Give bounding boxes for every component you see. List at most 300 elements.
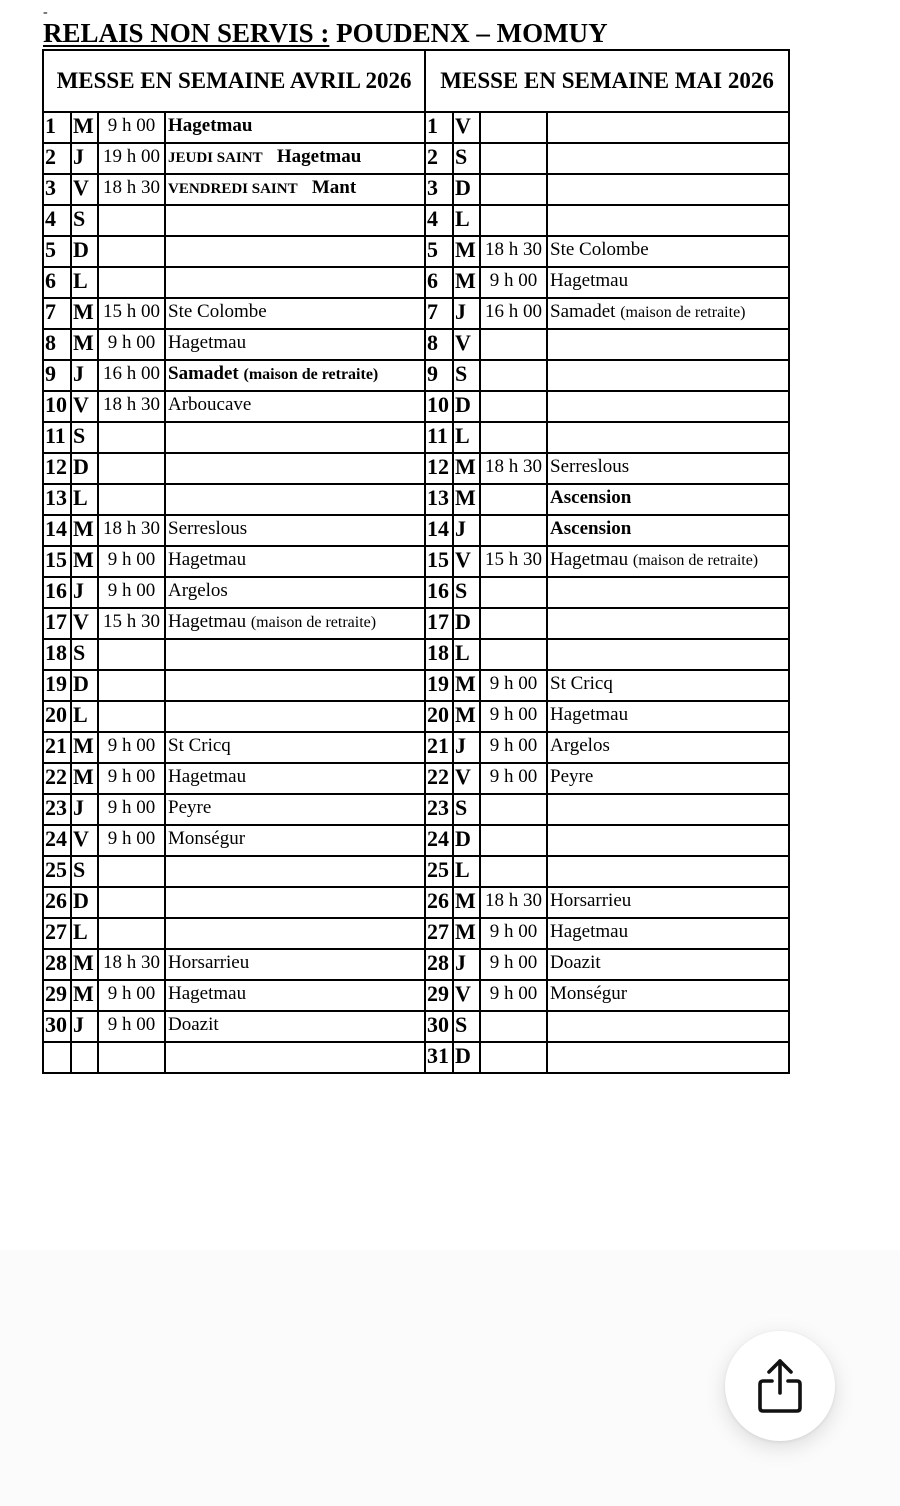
april-place-name: Argelos	[168, 580, 228, 601]
may-weekday: J	[453, 515, 480, 546]
april-day-number: 6	[43, 267, 71, 298]
april-weekday: M	[71, 112, 98, 143]
table-row	[43, 422, 789, 453]
april-mass-time	[98, 701, 165, 732]
may-mass-place	[547, 267, 789, 298]
april-day-number: 4	[43, 205, 71, 236]
title-parish: POUDENX – MOMUY	[329, 18, 608, 48]
april-weekday: M	[71, 980, 98, 1011]
april-mass-place	[165, 484, 425, 515]
april-day-number: 16	[43, 577, 71, 608]
table-row	[43, 546, 789, 577]
table-row	[43, 887, 789, 918]
april-mass-time	[98, 887, 165, 918]
table-row	[43, 825, 789, 856]
may-place-name: Hagetmau	[550, 270, 629, 291]
april-liturgical-day: JEUDI SAINT	[168, 150, 263, 166]
table-row	[43, 980, 789, 1011]
may-mass-place	[547, 980, 789, 1011]
may-day-number: 12	[425, 453, 453, 484]
april-mass-time: 9 h 00	[98, 1011, 165, 1042]
may-weekday: M	[453, 670, 480, 701]
april-mass-time: 19 h 00	[98, 143, 165, 174]
april-mass-time	[98, 267, 165, 298]
may-weekday: D	[453, 391, 480, 422]
may-weekday: V	[453, 980, 480, 1011]
may-weekday: V	[453, 112, 480, 143]
april-mass-place	[165, 949, 425, 980]
april-mass-time	[98, 453, 165, 484]
may-mass-place	[547, 391, 789, 422]
april-day-number: 20	[43, 701, 71, 732]
april-day-number: 26	[43, 887, 71, 918]
april-weekday: J	[71, 794, 98, 825]
may-weekday: V	[453, 763, 480, 794]
april-place-name: Serreslous	[168, 518, 248, 539]
may-mass-time	[480, 608, 547, 639]
april-mass-place	[165, 360, 425, 391]
april-mass-place	[165, 980, 425, 1011]
april-mass-time	[98, 1042, 165, 1073]
may-weekday: J	[453, 298, 480, 329]
may-mass-time	[480, 856, 547, 887]
may-mass-time	[480, 484, 547, 515]
april-mass-place	[165, 329, 425, 360]
may-mass-time	[480, 112, 547, 143]
april-mass-place	[165, 608, 425, 639]
may-mass-place	[547, 298, 789, 329]
april-place-name: Hagetmau	[168, 611, 247, 632]
may-mass-time: 9 h 00	[480, 918, 547, 949]
share-icon	[755, 1357, 805, 1415]
april-weekday: M	[71, 298, 98, 329]
may-mass-time	[480, 422, 547, 453]
may-mass-place	[547, 732, 789, 763]
may-day-number: 19	[425, 670, 453, 701]
april-day-number: 28	[43, 949, 71, 980]
april-weekday: S	[71, 422, 98, 453]
april-weekday: D	[71, 670, 98, 701]
april-place-name: Monségur	[168, 828, 246, 849]
may-weekday: J	[453, 949, 480, 980]
april-day-number: 15	[43, 546, 71, 577]
may-day-number: 4	[425, 205, 453, 236]
april-place-name: Hagetmau	[168, 115, 253, 136]
table-row	[43, 701, 789, 732]
may-mass-place	[547, 112, 789, 143]
april-day-number: 2	[43, 143, 71, 174]
may-day-number: 9	[425, 360, 453, 391]
april-weekday: D	[71, 453, 98, 484]
table-row	[43, 453, 789, 484]
april-day-number: 27	[43, 918, 71, 949]
may-day-number: 24	[425, 825, 453, 856]
table-row	[43, 143, 789, 174]
may-day-number: 20	[425, 701, 453, 732]
april-mass-place	[165, 391, 425, 422]
april-day-number: 29	[43, 980, 71, 1011]
may-place-name: Horsarrieu	[550, 890, 632, 911]
may-mass-place	[547, 577, 789, 608]
april-place-name: Hagetmau	[168, 332, 247, 353]
april-place-note: (maison de retraite)	[250, 614, 377, 631]
april-day-number: 8	[43, 329, 71, 360]
april-weekday: M	[71, 546, 98, 577]
may-place-name: Samadet	[550, 301, 616, 322]
april-mass-place	[165, 112, 425, 143]
april-weekday: J	[71, 143, 98, 174]
april-mass-place	[165, 701, 425, 732]
april-weekday: V	[71, 174, 98, 205]
may-mass-place	[547, 1042, 789, 1073]
april-mass-place	[165, 267, 425, 298]
may-mass-place	[547, 360, 789, 391]
april-place-name: Peyre	[168, 797, 212, 818]
may-weekday: M	[453, 267, 480, 298]
april-weekday: J	[71, 1011, 98, 1042]
may-mass-time	[480, 794, 547, 825]
april-day-number: 14	[43, 515, 71, 546]
april-mass-place	[165, 577, 425, 608]
may-weekday: M	[453, 887, 480, 918]
april-mass-time	[98, 484, 165, 515]
april-mass-time	[98, 639, 165, 670]
may-mass-place	[547, 453, 789, 484]
may-weekday: L	[453, 639, 480, 670]
april-mass-place	[165, 422, 425, 453]
table-row	[43, 732, 789, 763]
table-row	[43, 267, 789, 298]
april-weekday: M	[71, 732, 98, 763]
april-day-number: 19	[43, 670, 71, 701]
april-day-number: 30	[43, 1011, 71, 1042]
may-mass-time: 9 h 00	[480, 732, 547, 763]
table-row	[43, 515, 789, 546]
may-day-number: 25	[425, 856, 453, 887]
may-weekday: M	[453, 453, 480, 484]
may-place-name: Peyre	[550, 766, 594, 787]
may-day-number: 30	[425, 1011, 453, 1042]
may-place-name: Argelos	[550, 735, 610, 756]
april-mass-time: 15 h 00	[98, 298, 165, 329]
april-mass-place	[165, 453, 425, 484]
april-mass-time: 18 h 30	[98, 515, 165, 546]
may-mass-time	[480, 143, 547, 174]
may-day-number: 28	[425, 949, 453, 980]
april-mass-place	[165, 825, 425, 856]
may-mass-place	[547, 949, 789, 980]
april-place-note: (maison de retraite)	[243, 366, 379, 383]
april-mass-time: 9 h 00	[98, 577, 165, 608]
april-day-number: 25	[43, 856, 71, 887]
april-mass-place	[165, 794, 425, 825]
april-weekday: J	[71, 577, 98, 608]
april-mass-time	[98, 205, 165, 236]
april-mass-place	[165, 856, 425, 887]
april-day-number: 23	[43, 794, 71, 825]
april-mass-time	[98, 236, 165, 267]
april-weekday: V	[71, 608, 98, 639]
april-place-name: Ste Colombe	[168, 301, 267, 322]
april-mass-time: 18 h 30	[98, 949, 165, 980]
april-weekday: S	[71, 205, 98, 236]
april-mass-place	[165, 236, 425, 267]
table-row	[43, 484, 789, 515]
table-row	[43, 1011, 789, 1042]
table-row	[43, 918, 789, 949]
may-weekday: L	[453, 856, 480, 887]
april-weekday: V	[71, 825, 98, 856]
april-mass-place	[165, 1042, 425, 1073]
april-mass-time: 15 h 30	[98, 608, 165, 639]
table-row	[43, 856, 789, 887]
may-mass-time	[480, 360, 547, 391]
april-day-number: 17	[43, 608, 71, 639]
may-day-number: 23	[425, 794, 453, 825]
may-weekday: S	[453, 577, 480, 608]
may-mass-time: 9 h 00	[480, 267, 547, 298]
share-button[interactable]	[725, 1331, 835, 1441]
april-mass-time: 9 h 00	[98, 763, 165, 794]
may-day-number: 27	[425, 918, 453, 949]
table-row	[43, 112, 789, 143]
april-mass-time: 9 h 00	[98, 825, 165, 856]
april-weekday	[71, 1042, 98, 1073]
april-weekday: J	[71, 360, 98, 391]
may-place-name: Hagetmau	[550, 549, 629, 570]
may-weekday: D	[453, 1042, 480, 1073]
april-mass-time: 9 h 00	[98, 794, 165, 825]
may-day-number: 29	[425, 980, 453, 1011]
april-weekday: L	[71, 484, 98, 515]
table-row	[43, 794, 789, 825]
table-row	[43, 1042, 789, 1073]
may-day-number: 11	[425, 422, 453, 453]
april-weekday: L	[71, 267, 98, 298]
may-mass-place	[547, 763, 789, 794]
table-row	[43, 205, 789, 236]
april-weekday: M	[71, 515, 98, 546]
april-day-number: 22	[43, 763, 71, 794]
may-day-number: 21	[425, 732, 453, 763]
may-weekday: D	[453, 825, 480, 856]
table-row	[43, 949, 789, 980]
april-weekday: D	[71, 887, 98, 918]
may-day-number: 14	[425, 515, 453, 546]
april-place-name: Hagetmau	[168, 983, 247, 1004]
april-day-number: 1	[43, 112, 71, 143]
may-mass-time: 15 h 30	[480, 546, 547, 577]
may-weekday: M	[453, 918, 480, 949]
may-mass-time	[480, 1042, 547, 1073]
may-weekday: J	[453, 732, 480, 763]
april-day-number: 12	[43, 453, 71, 484]
may-mass-time: 9 h 00	[480, 949, 547, 980]
may-mass-place	[547, 143, 789, 174]
may-weekday: V	[453, 329, 480, 360]
april-day-number: 9	[43, 360, 71, 391]
table-row	[43, 174, 789, 205]
april-place-name: St Cricq	[168, 735, 231, 756]
may-day-number: 31	[425, 1042, 453, 1073]
may-place-name: Ascension	[550, 518, 632, 539]
april-day-number: 21	[43, 732, 71, 763]
may-mass-place	[547, 1011, 789, 1042]
may-weekday: S	[453, 143, 480, 174]
table-row	[43, 298, 789, 329]
may-day-number: 3	[425, 174, 453, 205]
may-day-number: 17	[425, 608, 453, 639]
april-day-number: 13	[43, 484, 71, 515]
may-day-number: 8	[425, 329, 453, 360]
april-day-number: 24	[43, 825, 71, 856]
may-mass-place	[547, 794, 789, 825]
april-day-number: 3	[43, 174, 71, 205]
april-day-number: 7	[43, 298, 71, 329]
may-mass-place	[547, 856, 789, 887]
may-day-number: 7	[425, 298, 453, 329]
april-mass-place	[165, 639, 425, 670]
april-weekday: V	[71, 391, 98, 422]
may-mass-place	[547, 887, 789, 918]
may-mass-time: 16 h 00	[480, 298, 547, 329]
page-title	[43, 16, 608, 50]
table-row	[43, 608, 789, 639]
may-mass-time	[480, 515, 547, 546]
may-place-name: Ste Colombe	[550, 239, 649, 260]
may-weekday: M	[453, 701, 480, 732]
april-mass-place	[165, 143, 425, 174]
may-mass-time: 9 h 00	[480, 980, 547, 1011]
may-mass-place	[547, 701, 789, 732]
april-place-name: Horsarrieu	[168, 952, 250, 973]
april-weekday: L	[71, 701, 98, 732]
april-weekday: S	[71, 856, 98, 887]
may-header: MESSE EN SEMAINE MAI 2026	[425, 50, 789, 112]
april-mass-place	[165, 887, 425, 918]
april-mass-place	[165, 732, 425, 763]
table-row	[43, 639, 789, 670]
april-weekday: M	[71, 329, 98, 360]
april-mass-time	[98, 670, 165, 701]
may-mass-time	[480, 577, 547, 608]
may-weekday: L	[453, 205, 480, 236]
april-day-number: 11	[43, 422, 71, 453]
april-place-name: Arboucave	[168, 394, 252, 415]
may-mass-time	[480, 205, 547, 236]
april-place-name: Samadet	[168, 363, 239, 384]
may-mass-place	[547, 670, 789, 701]
april-mass-place	[165, 298, 425, 329]
april-day-number: 5	[43, 236, 71, 267]
april-weekday: D	[71, 236, 98, 267]
may-place-name: Hagetmau	[550, 921, 629, 942]
april-mass-time: 9 h 00	[98, 329, 165, 360]
may-mass-place	[547, 515, 789, 546]
may-weekday: M	[453, 484, 480, 515]
may-day-number: 1	[425, 112, 453, 143]
may-day-number: 5	[425, 236, 453, 267]
april-mass-place	[165, 763, 425, 794]
may-mass-time: 9 h 00	[480, 763, 547, 794]
may-mass-place	[547, 329, 789, 360]
april-mass-time: 9 h 00	[98, 546, 165, 577]
april-day-number: 10	[43, 391, 71, 422]
may-mass-time	[480, 825, 547, 856]
mass-schedule-table	[42, 49, 790, 1074]
may-mass-place	[547, 174, 789, 205]
april-mass-place	[165, 1011, 425, 1042]
may-day-number: 15	[425, 546, 453, 577]
may-day-number: 10	[425, 391, 453, 422]
may-mass-time: 18 h 30	[480, 236, 547, 267]
may-place-note: (maison de retraite)	[620, 304, 746, 321]
april-mass-time	[98, 856, 165, 887]
april-mass-time: 16 h 00	[98, 360, 165, 391]
table-row	[43, 236, 789, 267]
may-mass-place	[547, 236, 789, 267]
may-day-number: 22	[425, 763, 453, 794]
april-weekday: S	[71, 639, 98, 670]
table-row	[43, 670, 789, 701]
april-place-name: Hagetmau	[168, 549, 247, 570]
april-day-number: 18	[43, 639, 71, 670]
table-row	[43, 391, 789, 422]
may-mass-place	[547, 918, 789, 949]
april-mass-time	[98, 422, 165, 453]
may-day-number: 26	[425, 887, 453, 918]
may-day-number: 2	[425, 143, 453, 174]
table-row	[43, 577, 789, 608]
april-mass-time: 9 h 00	[98, 732, 165, 763]
april-mass-place	[165, 205, 425, 236]
may-weekday: M	[453, 236, 480, 267]
april-mass-time: 18 h 30	[98, 391, 165, 422]
may-day-number: 16	[425, 577, 453, 608]
may-weekday: V	[453, 546, 480, 577]
april-mass-place	[165, 515, 425, 546]
april-weekday: M	[71, 949, 98, 980]
may-place-name: St Cricq	[550, 673, 613, 694]
stray-mark: -	[43, 5, 48, 20]
table-row	[43, 360, 789, 391]
april-day-number	[43, 1042, 71, 1073]
april-liturgical-day: VENDREDI SAINT	[168, 181, 298, 197]
may-day-number: 13	[425, 484, 453, 515]
may-weekday: S	[453, 1011, 480, 1042]
may-day-number: 6	[425, 267, 453, 298]
may-place-note: (maison de retraite)	[632, 552, 759, 569]
may-mass-time	[480, 174, 547, 205]
may-weekday: D	[453, 608, 480, 639]
may-mass-time: 9 h 00	[480, 670, 547, 701]
may-weekday: S	[453, 360, 480, 391]
may-place-name: Monségur	[550, 983, 628, 1004]
may-mass-time: 9 h 00	[480, 701, 547, 732]
may-mass-time	[480, 1011, 547, 1042]
may-mass-time	[480, 639, 547, 670]
may-mass-time	[480, 329, 547, 360]
april-mass-time	[98, 918, 165, 949]
table-row	[43, 329, 789, 360]
may-mass-time: 18 h 30	[480, 887, 547, 918]
april-weekday: L	[71, 918, 98, 949]
april-place-name: Mant	[311, 177, 357, 198]
may-mass-place	[547, 639, 789, 670]
may-mass-place	[547, 422, 789, 453]
april-mass-time: 18 h 30	[98, 174, 165, 205]
april-place-name: Hagetmau	[168, 766, 247, 787]
